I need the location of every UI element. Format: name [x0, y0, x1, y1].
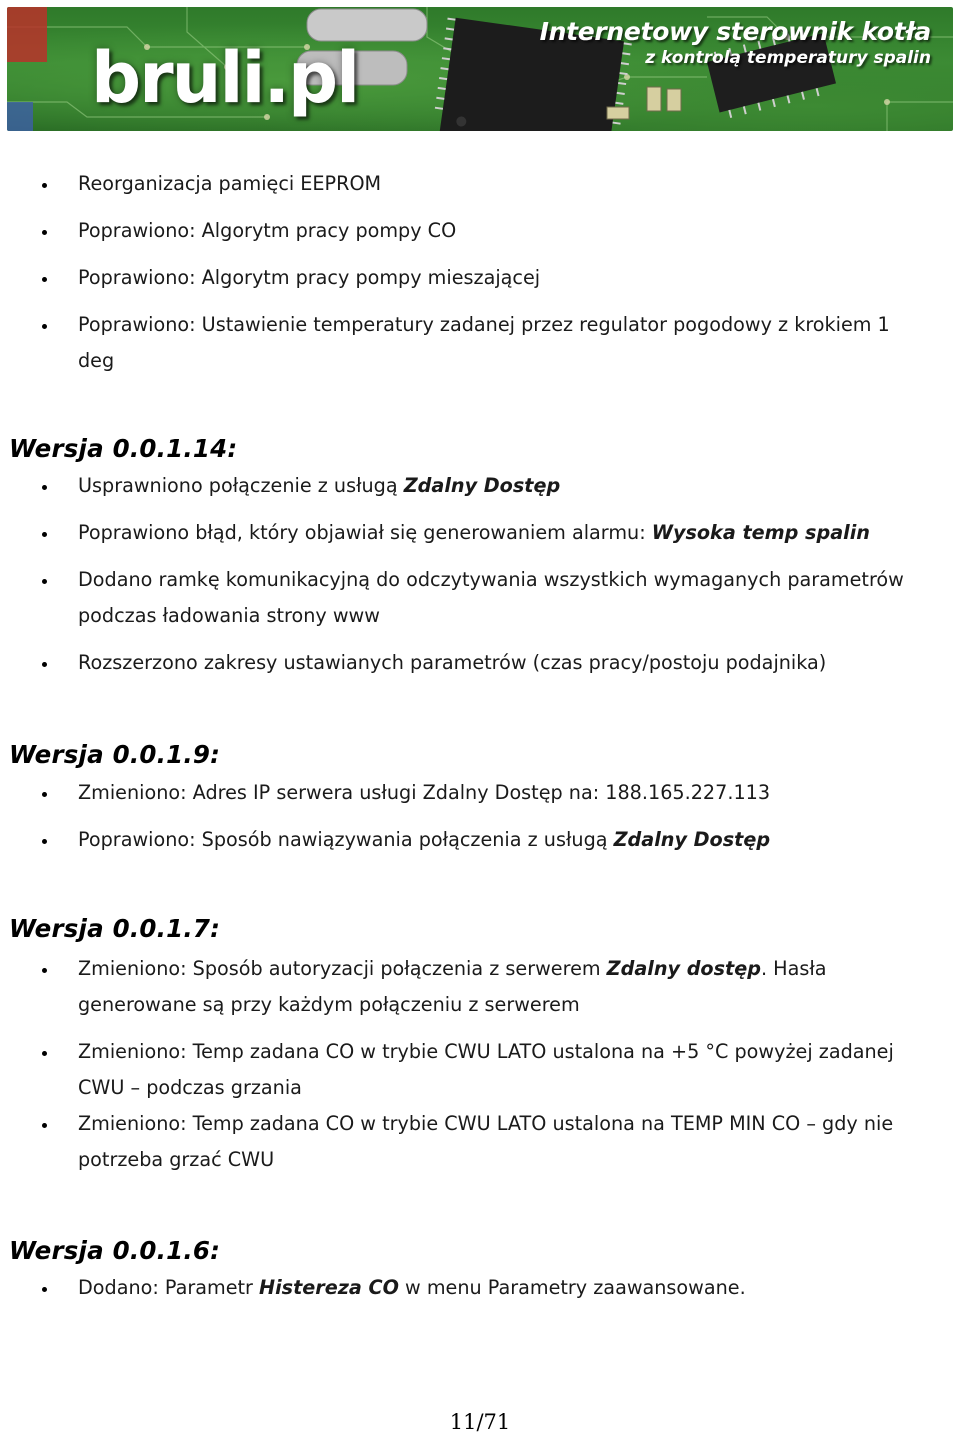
tagline-line2: z kontrolą temperatury spalin — [645, 48, 931, 68]
list-item-text: Poprawiono: Algorytm pracy pompy CO — [78, 219, 457, 242]
header-banner — [7, 7, 953, 131]
list-item-text: Dodano ramkę komunikacyjną do odczytywania wszystkich wymaganych parametrów podczas ładowania strony www — [78, 568, 904, 627]
list-item-text-after: w menu Parametry zaawansowane. — [398, 1276, 746, 1299]
emphasized-text: Histereza CO — [259, 1276, 399, 1299]
tagline-line1: Internetowy sterownik kotła — [539, 17, 931, 46]
bullet-icon — [42, 792, 47, 797]
list-item — [0, 951, 960, 1023]
list-item — [0, 775, 960, 811]
bullet-icon — [42, 1123, 47, 1128]
bullet-icon — [42, 1287, 47, 1292]
bullet-icon — [42, 1051, 47, 1056]
bruli-logo: bruli.pl — [91, 37, 359, 119]
list-item-text: Zmieniono: Temp zadana CO w trybie CWU LATO ustalona na TEMP MIN CO – gdy nie potrzeba grzać CWU — [78, 1112, 894, 1171]
list-item-text: Poprawiono błąd, który objawiał się generowaniem alarmu: — [78, 521, 652, 544]
page-number: 11/71 — [449, 1410, 511, 1434]
list-item — [0, 1106, 960, 1178]
list-item — [0, 1270, 960, 1306]
bullet-icon — [42, 277, 47, 282]
list-item — [0, 822, 960, 858]
intro-change-list — [0, 166, 960, 379]
list-item — [0, 645, 960, 681]
bullet-icon — [42, 839, 47, 844]
list-item — [0, 468, 960, 504]
bullet-icon — [42, 485, 47, 490]
list-item-text: Zmieniono: Adres IP serwera usługi Zdalny Dostęp na: 188.165.227.113 — [78, 781, 771, 804]
list-item — [0, 166, 960, 202]
emphasized-text: Wysoka temp spalin — [651, 521, 870, 544]
bullet-icon — [42, 324, 47, 329]
version-change-list — [0, 1270, 960, 1306]
list-item-text: Dodano: Parametr — [78, 1276, 260, 1299]
version-change-list — [0, 951, 960, 1178]
list-item — [0, 515, 960, 551]
list-item-text: Rozszerzono zakresy ustawianych parametrów (czas pracy/postoju podajnika) — [78, 651, 827, 674]
bullet-icon — [42, 183, 47, 188]
list-item-text: Reorganizacja pamięci EEPROM — [78, 172, 382, 195]
list-item — [0, 307, 960, 379]
list-item — [0, 1034, 960, 1106]
list-item-text: Poprawiono: Algorytm pracy pompy mieszającej — [78, 266, 541, 289]
banner-tagline — [540, 17, 931, 68]
emphasized-text: Zdalny Dostęp — [403, 474, 561, 497]
bullet-icon — [42, 532, 47, 537]
list-item-text: Zmieniono: Sposób autoryzacji połączenia z serwerem — [78, 957, 607, 980]
bullet-icon — [42, 662, 47, 667]
bullet-icon — [42, 968, 47, 973]
version-change-list — [0, 468, 960, 681]
list-item-text: Usprawniono połączenie z usługą — [78, 474, 404, 497]
bullet-icon — [42, 579, 47, 584]
version-heading: Wersja 0.0.1.6: — [9, 1236, 221, 1265]
bullet-icon — [42, 230, 47, 235]
list-item-text-after: . Hasła generowane są przy każdym połączeniu z serwerem — [78, 957, 827, 1016]
list-item-text: Poprawiono: Sposób nawiązywania połączenia z usługą — [78, 828, 614, 851]
list-item-text: Poprawiono: Ustawienie temperatury zadanej przez regulator pogodowy z krokiem 1 deg — [78, 313, 890, 372]
list-item — [0, 260, 960, 296]
version-heading: Wersja 0.0.1.14: — [9, 434, 238, 463]
emphasized-text: Zdalny Dostęp — [613, 828, 771, 851]
version-heading: Wersja 0.0.1.7: — [9, 914, 221, 943]
list-item — [0, 213, 960, 249]
version-heading: Wersja 0.0.1.9: — [9, 740, 221, 769]
version-change-list — [0, 775, 960, 858]
list-item — [0, 562, 960, 634]
list-item-text: Zmieniono: Temp zadana CO w trybie CWU LATO ustalona na +5 °C powyżej zadanej CWU – podczas grzania — [78, 1040, 894, 1099]
emphasized-text: Zdalny dostęp — [606, 957, 761, 980]
